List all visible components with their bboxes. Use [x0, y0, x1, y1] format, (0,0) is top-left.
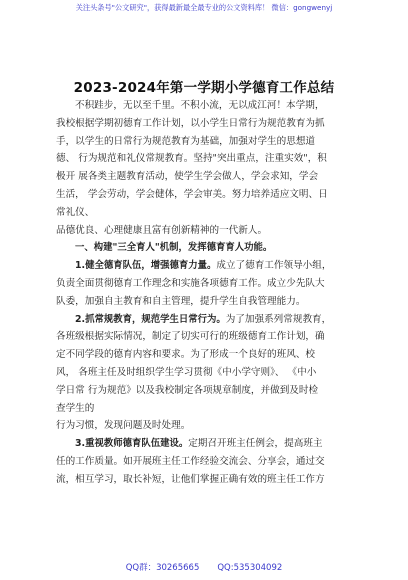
- item-1: [56, 257, 356, 310]
- text-line: 各班级根据实际情况，制定了切实可行的班级德育工作计划，确: [56, 331, 325, 343]
- text-line: 任的工作质量。如开展班主任工作经验交流会、分享会，通过交: [56, 455, 325, 467]
- intro-paragraph: [56, 97, 356, 239]
- document-body: [56, 97, 356, 489]
- text-line: 风， 各班主任及时组织学生学习贯彻《中小学守则》、 《中小: [56, 366, 317, 378]
- text-line: 行为习惯，发现问题及时处理。: [56, 420, 191, 432]
- footer-qq: QQ:535304092: [217, 563, 283, 573]
- text-line: 不积跬步，无以至千里。不积小流，无以成江河！本学期，: [75, 100, 325, 111]
- text-line: 流，相互学习，取长补短，让他们掌握正确有效的班主任工作方: [56, 473, 325, 485]
- text-line: 队委，加强自主教育和自主管理，提升学生自我管理能力。: [56, 295, 306, 307]
- text-line: 德、 行为规范和礼仪常规教育。坚持"突出重点，注重实效"，积: [56, 153, 327, 165]
- text-line: 我校根据学期初德育工作计划，以小学生日常行为规范教育为抓: [56, 117, 325, 129]
- item-heading: 1.健全德育队伍，增强德育力量。: [75, 260, 217, 272]
- document-title: 2023-2024年第一学期小学德育工作总结: [73, 80, 335, 96]
- top-banner: 关注头条号"公文研究"，获得最新最全最专业的公文资料库！ 微信：gongwenyj: [75, 3, 333, 12]
- footer: [0, 561, 408, 573]
- item-heading: 3.重视教师德育队伍建设。: [75, 438, 189, 450]
- footer-qq-group: QQ群：30265665: [125, 563, 200, 573]
- text-line: 常礼仪、: [56, 206, 95, 218]
- text-line: 负责全面贯彻德育工作理念和实施各项德育工作。成立少先队大: [56, 277, 325, 289]
- text-line: 手，以学生的日常行为规范教育为基础，加强对学生的思想道: [56, 135, 316, 147]
- text-line: 品德优良、心理健康且富有创新精神的一代新人。: [56, 224, 268, 236]
- text-line: 学日常 行为规范》以及我校制定各项规章制度，并做到及时检: [56, 384, 319, 396]
- item-text: 定期召开班主任例会，提高班主: [188, 438, 323, 450]
- item-text: 为了加强系列常规教育，: [225, 313, 332, 325]
- item-3: [56, 435, 356, 488]
- text-line: 查学生的: [56, 402, 95, 414]
- text-line: 生活， 学会劳动，学会健体，学会审美。努力培养适应文明、日: [56, 188, 328, 200]
- text-line: 定不同学段的德育内容和要求。为了形成一个良好的班风、校: [56, 349, 316, 361]
- section-heading: 一、构建"三全育人"机制，发挥德育育人功能。: [75, 242, 273, 254]
- text-line: 极开 展各类主题教育活动，使学生学会做人，学会求知，学会: [56, 171, 319, 183]
- item-heading: 2.抓常规教育，规范学生日常行为。: [75, 313, 226, 325]
- item-text: 成立了德育工作领导小组，: [216, 260, 332, 272]
- item-2: [56, 311, 356, 436]
